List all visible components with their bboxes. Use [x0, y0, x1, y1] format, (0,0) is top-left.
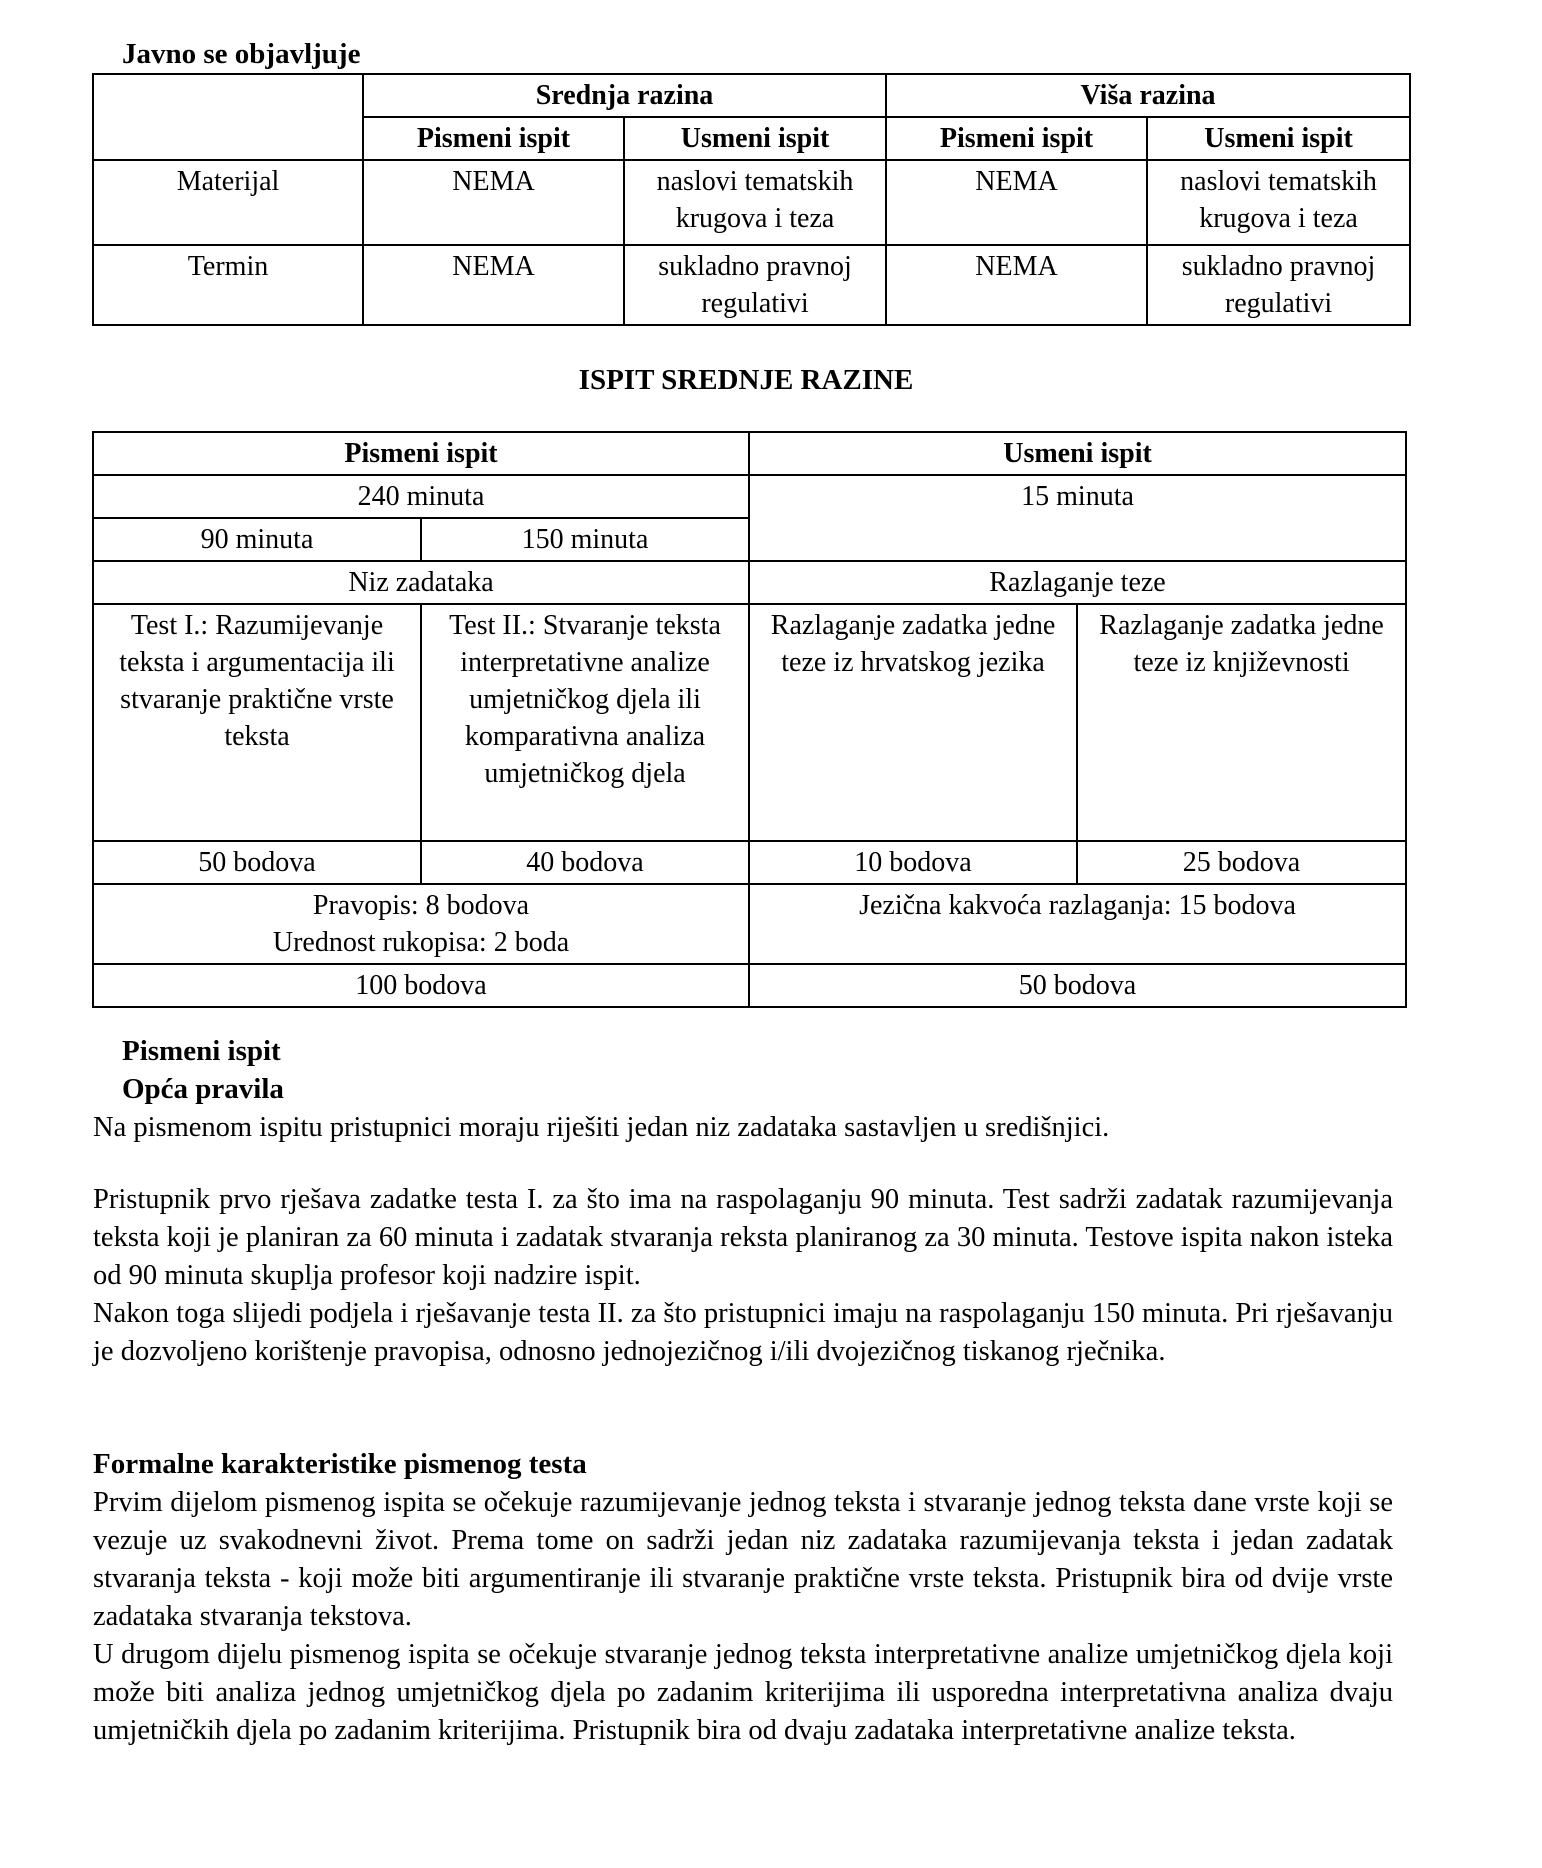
- paragraph-group: [93, 1484, 1393, 1750]
- section-title-javno: Javno se objavljuje: [122, 38, 361, 70]
- test2-time: 150 minuta: [421, 518, 749, 561]
- points-cell: 40 bodova: [421, 841, 749, 884]
- paragraph-3: Nakon toga slijedi podjela i rješavanje testa II. za što pristupnici imaju na raspolaganju 150 minuta. Pri rješavanju je dozvoljeno korištenje pravopisa, odnosno jednojezičnog i/ili dvojezičnog tiskanog rječnika.: [93, 1298, 1393, 1367]
- test1-description: Test I.: Razumijevanje teksta i argumentacija ili stvaranje praktične vrste teksta: [93, 604, 421, 841]
- table-cell: NEMA: [886, 245, 1147, 325]
- usmeni-extra-points: Jezična kakvoća razlaganja: 15 bodova: [749, 884, 1406, 964]
- oral2-description: Razlaganje zadatka jedne teze iz književnosti: [1077, 604, 1406, 841]
- pismeni-total-time: 240 minuta: [93, 475, 749, 518]
- heading-pismeni-ispit: Pismeni ispit: [122, 1035, 281, 1067]
- usmeni-time: 15 minuta: [749, 475, 1406, 561]
- exam-structure-table: [92, 431, 1407, 1008]
- level-header-visa: Viša razina: [886, 74, 1410, 117]
- paragraph-2: Pristupnik prvo rješava zadatke testa I. za što ima na raspolaganju 90 minuta. Test sadrži zadatak razumijevanja teksta koji je planiran za 60 minuta i zadatak stvaranja reksta planiranog za 30 minuta. Testove ispita nakon isteka od 90 minuta skuplja profesor koji nadzire ispit.: [93, 1184, 1393, 1291]
- table-cell: naslovi tematskih krugova i teza: [1147, 160, 1410, 245]
- corner-cell: [93, 74, 363, 160]
- table-cell: naslovi tematskih krugova i teza: [624, 160, 886, 245]
- row-label: Termin: [93, 245, 363, 325]
- table-cell: NEMA: [363, 245, 624, 325]
- usmeni-header: Usmeni ispit: [749, 432, 1406, 475]
- pismeni-header: Pismeni ispit: [93, 432, 749, 475]
- paragraph-1: Na pismenom ispitu pristupnici moraju riješiti jedan niz zadataka sastavljen u središnjici.: [93, 1112, 1110, 1143]
- pismeni-task: Niz zadataka: [93, 561, 749, 604]
- usmeni-total-points: 50 bodova: [749, 964, 1406, 1007]
- heading-opca-pravila: Opća pravila: [122, 1073, 284, 1105]
- row-label: Materijal: [93, 160, 363, 245]
- urednost-points: Urednost rukopisa: 2 boda: [272, 927, 570, 958]
- usmeni-task: Razlaganje teze: [749, 561, 1406, 604]
- points-cell: 25 bodova: [1077, 841, 1406, 884]
- pravopis-points: Pravopis: 8 bodova: [312, 890, 530, 921]
- test1-time: 90 minuta: [93, 518, 421, 561]
- table-cell: sukladno pravnoj regulativi: [624, 245, 886, 325]
- table-row: [93, 245, 1410, 325]
- exam-type-header: Pismeni ispit: [886, 117, 1147, 160]
- pismeni-total-points: 100 bodova: [93, 964, 749, 1007]
- paragraph-4: Prvim dijelom pismenog ispita se očekuje razumijevanje jednog teksta i stvaranje jednog teksta dane vrste koji se vezuje uz svakodnevni život. Prema tome on sadrži jedan niz zadataka razumijevanja teksta i jedan zadatak stvaranja teksta - koji može biti argumentiranje ili stvaranje praktične vrste teksta. Pristupnik bira od dvije vrste zadataka stvaranja tekstova.: [93, 1487, 1393, 1632]
- table-cell: NEMA: [363, 160, 624, 245]
- section-title-ispit: ISPIT SREDNJE RAZINE: [578, 364, 914, 396]
- points-cell: 10 bodova: [749, 841, 1077, 884]
- exam-type-header: Usmeni ispit: [1147, 117, 1410, 160]
- published-info-table: [92, 73, 1411, 326]
- exam-type-header: Pismeni ispit: [363, 117, 624, 160]
- table-cell: sukladno pravnoj regulativi: [1147, 245, 1410, 325]
- level-header-srednja: Srednja razina: [363, 74, 886, 117]
- paragraph-5: U drugom dijelu pismenog ispita se očekuje stvaranje jednog teksta interpretativne analize umjetničkog djela koji može biti analiza jednog umjetničkog djela po zadanim kriterijima ili usporedna interpretativna analiza dvaju umjetničkih djela po zadanim kriterijima. Pristupnik bira od dvaju zadataka interpretativne analize teksta.: [93, 1639, 1393, 1746]
- pismeni-extra-points: [93, 884, 749, 964]
- table-cell: NEMA: [886, 160, 1147, 245]
- test2-description: Test II.: Stvaranje teksta interpretativne analize umjetničkog djela ili komparativna analiza umjetničkog djela: [421, 604, 749, 841]
- points-cell: 50 bodova: [93, 841, 421, 884]
- paragraph-group: [93, 1181, 1393, 1371]
- oral1-description: Razlaganje zadatka jedne teze iz hrvatskog jezika: [749, 604, 1077, 841]
- exam-type-header: Usmeni ispit: [624, 117, 886, 160]
- heading-formalne: Formalne karakteristike pismenog testa: [93, 1448, 587, 1480]
- table-row: [93, 160, 1410, 245]
